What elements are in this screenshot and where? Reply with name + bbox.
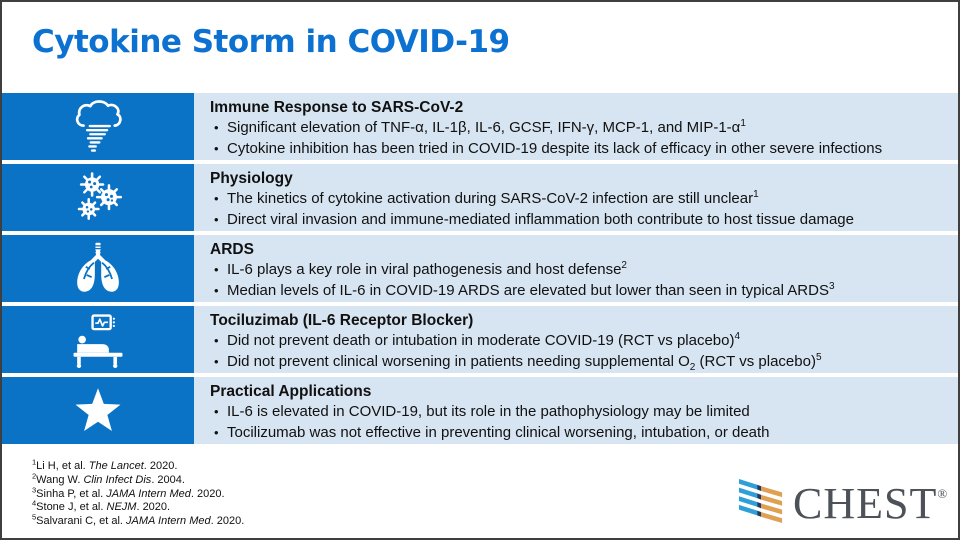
- bullet-dot: [210, 352, 227, 373]
- bullet-dot: [210, 423, 227, 444]
- bullet-text: Significant elevation of TNF-α, IL-1β, IL-6, GCSF, IFN-γ, MCP-1, and MIP-$1-\alpha^1$: [227, 118, 746, 136]
- row-content: [194, 377, 958, 444]
- row-practical-applications: [2, 377, 958, 444]
- bullet-item: [210, 281, 948, 302]
- lungs-icon: [2, 235, 194, 302]
- bullet-item: [210, 331, 948, 352]
- chest-logo-text: CHEST®: [793, 478, 948, 528]
- bullet-dot: [210, 260, 227, 281]
- storm-cloud-icon: [2, 93, 194, 160]
- bullet-item: [210, 189, 948, 210]
- row-tociluzimab: [2, 306, 958, 373]
- section-heading: Immune Response to SARS-CoV-2: [210, 99, 464, 116]
- bullet-item: [210, 260, 948, 281]
- bullet-dot: [210, 118, 227, 139]
- row-content: [194, 306, 958, 373]
- bullet-dot: [210, 189, 227, 210]
- section-heading: Tociluzimab (IL-6 Receptor Blocker): [210, 312, 474, 329]
- footnote: $^2$Wang W. Clin Infect Dis. 2004.: [32, 471, 185, 486]
- section-heading: Practical Applications: [210, 383, 372, 400]
- bullet-text: Tocilizumab was not effective in preventing clinical worsening, intubation, or death: [227, 423, 770, 441]
- bullet-dot: [210, 139, 227, 160]
- star-icon: [2, 377, 194, 444]
- bullet-text: Did not prevent clinical worsening in patients needing supplemental $O_2$ (RCT vs placebo)$^5$: [227, 351, 822, 373]
- chest-logo-mark-icon: [738, 477, 784, 530]
- bullet-text: Cytokine inhibition has been tried in COVID-19 despite its lack of efficacy in other severe infections: [227, 139, 883, 157]
- row-content: [194, 164, 958, 231]
- bullet-dot: [210, 331, 227, 352]
- bullet-dot: [210, 281, 227, 302]
- bullet-dot: [210, 210, 227, 231]
- bullet-item: [210, 402, 948, 423]
- row-content: [194, 235, 958, 302]
- bullet-item: [210, 423, 948, 444]
- virus-icon: [2, 164, 194, 231]
- row-content: [194, 93, 958, 160]
- bullet-text: IL-6 is elevated in COVID-19, but its role in the pathophysiology may be limited: [227, 403, 750, 420]
- bullet-text: IL-6 plays a key role in viral pathogenesis and host defense$^2$: [227, 260, 627, 278]
- bullet-dot: [210, 402, 227, 423]
- section-heading: ARDS: [210, 241, 254, 258]
- footnote: $^3$Sinha P, et al. JAMA Intern Med. 2020.: [32, 484, 225, 500]
- bullet-item: [210, 352, 948, 373]
- bullet-item: [210, 210, 948, 231]
- slide-title: Cytokine Storm in COVID-19: [32, 24, 510, 60]
- row-physiology: [2, 164, 958, 231]
- row-ards: [2, 235, 958, 302]
- bullet-text: The kinetics of cytokine activation during SARS-CoV-2 infection are still unclear$^1$: [227, 189, 759, 207]
- bullet-text: Direct viral invasion and immune-mediated inflammation both contribute to host tissue damage: [227, 210, 854, 228]
- footnote: $^4$Stone J, et al. NEJM. 2020.: [32, 498, 171, 514]
- registered-mark: ®: [937, 485, 948, 501]
- bullet-text: Did not prevent death or intubation in moderate COVID-19 (RCT vs placebo)$^4$: [227, 331, 741, 349]
- hospital-bed-icon: [2, 306, 194, 373]
- chest-logo: [738, 477, 947, 530]
- footnote: $^5$Salvarani C, et al. JAMA Intern Med. 2020.: [32, 512, 245, 528]
- bullet-item: [210, 139, 948, 160]
- bullet-item: [210, 118, 948, 139]
- footnotes: [32, 457, 245, 529]
- section-heading: Physiology: [210, 170, 293, 187]
- row-immune-response: [2, 93, 958, 160]
- footnote: $^1$Li H, et al. The Lancet. 2020.: [32, 457, 178, 472]
- content-rows: [2, 93, 958, 444]
- bullet-text: Median levels of IL-6 in COVID-19 ARDS are elevated but lower than seen in typical ARDS$^3$: [227, 280, 835, 299]
